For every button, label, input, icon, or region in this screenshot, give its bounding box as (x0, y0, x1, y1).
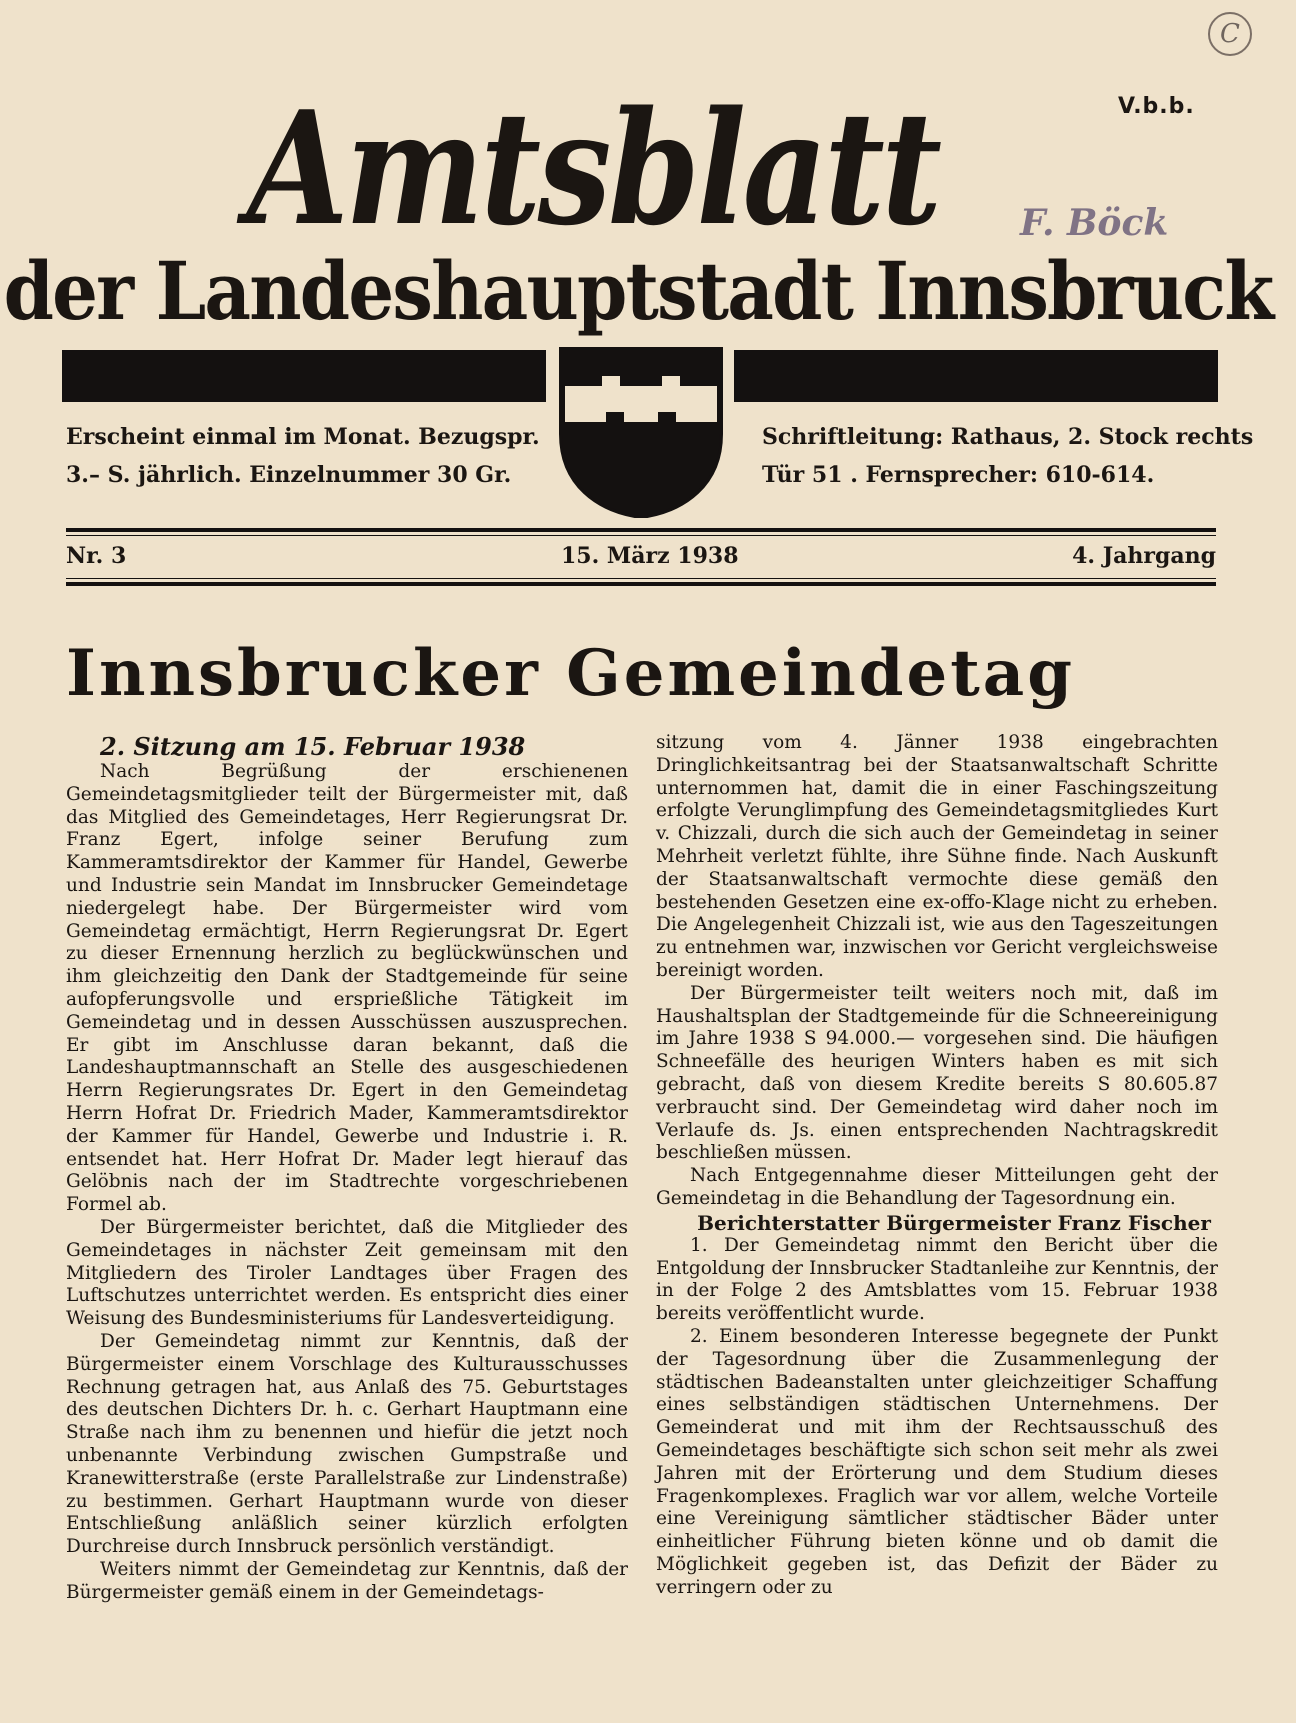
issue-rule-bottom-thin (66, 578, 1216, 579)
paragraph: Nach Begrüßung der erschienenen Gemeindetagsmitglieder teilt der Bürgermeister mit, daß das Mitglied des Gemeindetages, Herr Regierungsrat Dr. Franz Egert, infolge seiner Berufung zum Kammeramtsdirektor der Kammer für Handel, Gewerbe und Industrie sein Mandat im Innsbrucker Gemeindetage niedergelegt habe. Der Bürgermeister wird vom Gemeindetag ermächtigt, Herrn Regierungsrat Dr. Egert zu dieser Ernennung herzlich zu beglückwünschen und ihm gleichzeitig den Dank der Stadtgemeinde für seine aufopferungsvolle und ersprießliche Tätigkeit im Gemeindetag und in dessen Ausschüssen auszusprechen. Er gibt im Anschlusse daran bekannt, daß die Landeshauptmannschaft an Stelle des ausgeschiedenen Herrn Regierungsrates Dr. Egert in den Gemeindetag Herrn Hofrat Dr. Friedrich Mader, Kammeramtsdirektor der Kammer für Handel, Gewerbe und Industrie i. R. entsendet hat. Herr Hofrat Dr. Mader legt hierauf das Gelöbnis nach der im Stadtrechte vorgeschriebenen Formel ab. (66, 761, 628, 1216)
issue-rule-top-thin (66, 535, 1216, 536)
copyright-stamp: C (1208, 12, 1252, 56)
editorial-line-2: Tür 51 . Fernsprecher: 610-614. (762, 462, 1155, 488)
masthead-title: Amtsblatt (246, 77, 939, 260)
paragraph: Der Bürgermeister berichtet, daß die Mitglieder des Gemeindetages in nächster Zeit gemeinsam mit den Mitgliedern des Tiroler Landtages über Fragen des Luftschutzes unterrichtet werden. Es entspricht dies einer Weisung des Bundesministeriums für Landesverteidigung. (66, 1216, 628, 1330)
editorial-info (762, 418, 1253, 494)
masthead-subtitle: der Landeshauptstadt Innsbruck (3, 244, 1273, 338)
innsbruck-coat-of-arms-icon (556, 346, 726, 518)
editorial-line-1: Schriftleitung: Rathaus, 2. Stock rechts (762, 424, 1254, 450)
headline: Innsbrucker Gemeindetag (66, 636, 1075, 711)
subscription-line-2: 3.– S. jährlich. Einzelnummer 30 Gr. (66, 462, 512, 488)
paragraph: Der Gemeindetag nimmt zur Kenntnis, daß der Bürgermeister einem Vorschlage des Kulturausschusses Rechnung getragen hat, aus Anlaß des 75. Geburtstages des deutschen Dichters Dr. h. c. Gerhart Hauptmann eine Straße nach ihm zu benennen und hiefür die jetzt noch unbenannte Verbindung zwischen Gumpstraße und Kranewitterstraße (erste Parallelstraße zur Lindenstraße) zu bestimmen. Gerhart Hauptmann wurde von dieser Entschließung anläßlich seiner kürzlich erfolgten Durchreise durch Innsbruck persönlich verständigt. (66, 1330, 628, 1558)
issue-date: 15. März 1938 (561, 543, 739, 569)
masthead-bar-left (62, 350, 546, 402)
issue-rule-top (66, 528, 1216, 532)
masthead-bar-right (734, 350, 1218, 402)
issue-number: Nr. 3 (66, 543, 127, 569)
paragraph: 2. Einem besonderen Interesse begegnete der Punkt der Tagesordnung über die Zusammenlegung der städtischen Badeanstalten unter gleichzeitiger Schaffung eines selbständigen städtischen Unternehmens. Der Gemeinderat und mit ihm der Rechtsausschuß des Gemeindetages beschäftigte sich schon seit mehr als zwei Jahren mit der Erörterung und dem Studium dieses Fragenkomplexes. Fraglich war vor allem, welche Vorteile eine Vereinigung sämtlicher städtischer Bäder unter einheitlicher Führung bieten könne und ob damit die Möglichkeit gegeben ist, das Defizit der Bäder zu verringern oder zu (656, 1325, 1218, 1598)
subscription-line-1: Erscheint einmal im Monat. Bezugspr. (66, 424, 540, 450)
paragraph: Weiters nimmt der Gemeindetag zur Kenntnis, daß der Bürgermeister gemäß einem in der Gemeindetags- (66, 1558, 628, 1603)
issue-line (66, 528, 1216, 588)
subscription-info (66, 418, 540, 494)
paragraph: Nach Entgegennahme dieser Mitteilungen geht der Gemeindetag in die Behandlung der Tagesordnung ein. (656, 1165, 1218, 1209)
paragraph: sitzung vom 4. Jänner 1938 eingebrachten Dringlichkeitsantrag bei der Staatsanwaltschaft Schritte unternommen hat, damit die in einer Faschingszeitung erfolgte Verunglimpfung des Gemeindetagsmitgliedes Kurt v. Chizzali, durch die sich auch der Gemeindetag in seiner Mehrheit verletzt fühlte, ihre Sühne finde. Nach Auskunft der Staatsanwaltschaft vermochte diese gemäß den bestehenden Gesetzen eine ex-offo-Klage nicht zu erheben. Die Angelegenheit Chizzali ist, wie aus den Tageszeitungen zu entnehmen war, inzwischen vor Gericht vergleichsweise bereinigt worden. (656, 732, 1218, 981)
owner-stamp: F. Böck (1020, 202, 1169, 244)
article-column-left (66, 732, 628, 1604)
paragraph: Der Bürgermeister teilt weiters noch mit, daß im Haushaltsplan der Stadtgemeinde für die Schneereinigung im Jahre 1938 S 94.000.— vorgesehen sind. Die häufigen Schneefälle des heurigen Winters haben es mit sich gebracht, daß von diesem Kredite bereits S 80.605.87 verbraucht sind. Der Gemeindetag wird daher noch im Verlaufe ds. Js. einen entsprechenden Nachtragskredit beschließen müssen. (656, 982, 1218, 1164)
paragraph: 1. Der Gemeindetag nimmt den Bericht über die Entgoldung der Innsbrucker Stadtanleihe zur Kenntnis, der in der Folge 2 des Amtsblattes vom 15. Februar 1938 bereits veröffentlicht wurde. (656, 1234, 1218, 1325)
issue-volume: 4. Jahrgang (1072, 543, 1216, 569)
session-title: 2. Sitzung am 15. Februar 1938 (100, 732, 526, 761)
article-column-right (656, 732, 1218, 1599)
reporter-heading: Berichterstatter Bürgermeister Franz Fischer (697, 1210, 1211, 1235)
postal-mark: V.b.b. (1118, 94, 1195, 119)
issue-rule-bottom (66, 582, 1216, 586)
